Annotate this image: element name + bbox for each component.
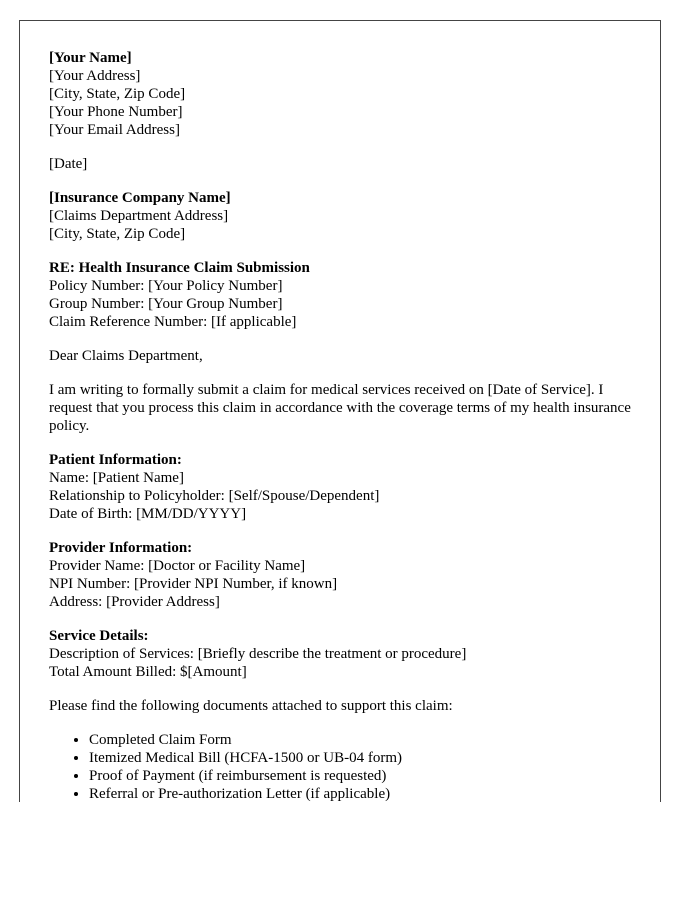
sender-address: [Your Address] xyxy=(49,68,141,84)
salutation: Dear Claims Department, xyxy=(49,348,203,364)
sender-phone: [Your Phone Number] xyxy=(49,104,183,120)
provider-name: Provider Name: [Doctor or Facility Name] xyxy=(49,558,306,574)
re-block xyxy=(49,259,639,331)
service-amount: Total Amount Billed: $[Amount] xyxy=(49,664,247,680)
list-item: • Referral or Pre-authorization Letter (if applicable) xyxy=(89,785,639,802)
sender-block xyxy=(49,49,639,139)
service-description: Description of Services: [Briefly describe the treatment or procedure] xyxy=(49,646,467,662)
re-subject: RE: Health Insurance Claim Submission xyxy=(49,260,310,276)
recipient-address: [Claims Department Address] xyxy=(49,208,229,224)
patient-info-block xyxy=(49,451,639,523)
letter-date: [Date] xyxy=(49,156,88,172)
attachments-intro-block xyxy=(49,697,639,715)
service-details-heading: Service Details: xyxy=(49,628,149,644)
patient-dob: Date of Birth: [MM/DD/YYYY] xyxy=(49,506,247,522)
patient-name: Name: [Patient Name] xyxy=(49,470,184,486)
recipient-block xyxy=(49,189,639,243)
letter-page xyxy=(19,20,661,802)
group-number: Group Number: [Your Group Number] xyxy=(49,296,283,312)
provider-info-heading: Provider Information: xyxy=(49,540,193,556)
list-item: • Itemized Medical Bill (HCFA-1500 or UB-04 form) xyxy=(89,749,639,767)
letter-content xyxy=(49,49,639,802)
sender-name: [Your Name] xyxy=(49,50,132,66)
attachments-intro: Please find the following documents attached to support this claim: xyxy=(49,698,453,714)
provider-info-block xyxy=(49,539,639,611)
recipient-city-state-zip: [City, State, Zip Code] xyxy=(49,226,186,242)
date-block xyxy=(49,155,639,173)
policy-number: Policy Number: [Your Policy Number] xyxy=(49,278,283,294)
patient-info-heading: Patient Information: xyxy=(49,452,182,468)
recipient-company: [Insurance Company Name] xyxy=(49,190,231,206)
claim-reference: Claim Reference Number: [If applicable] xyxy=(49,314,297,330)
service-details-block xyxy=(49,627,639,681)
sender-city-state-zip: [City, State, Zip Code] xyxy=(49,86,186,102)
provider-npi: NPI Number: [Provider NPI Number, if known] xyxy=(49,576,338,592)
intro-paragraph: I am writing to formally submit a claim for medical services received on [Date of Service]. I request that you process this claim in accordance with the coverage terms of my health insurance policy. xyxy=(49,382,631,434)
salutation-block xyxy=(49,347,639,365)
list-item: • Completed Claim Form xyxy=(89,731,639,749)
list-item: • Proof of Payment (if reimbursement is requested) xyxy=(89,767,639,785)
intro-block xyxy=(49,381,639,435)
sender-email: [Your Email Address] xyxy=(49,122,180,138)
patient-relationship: Relationship to Policyholder: [Self/Spouse/Dependent] xyxy=(49,488,380,504)
provider-address: Address: [Provider Address] xyxy=(49,594,220,610)
attachments-list xyxy=(49,731,639,802)
